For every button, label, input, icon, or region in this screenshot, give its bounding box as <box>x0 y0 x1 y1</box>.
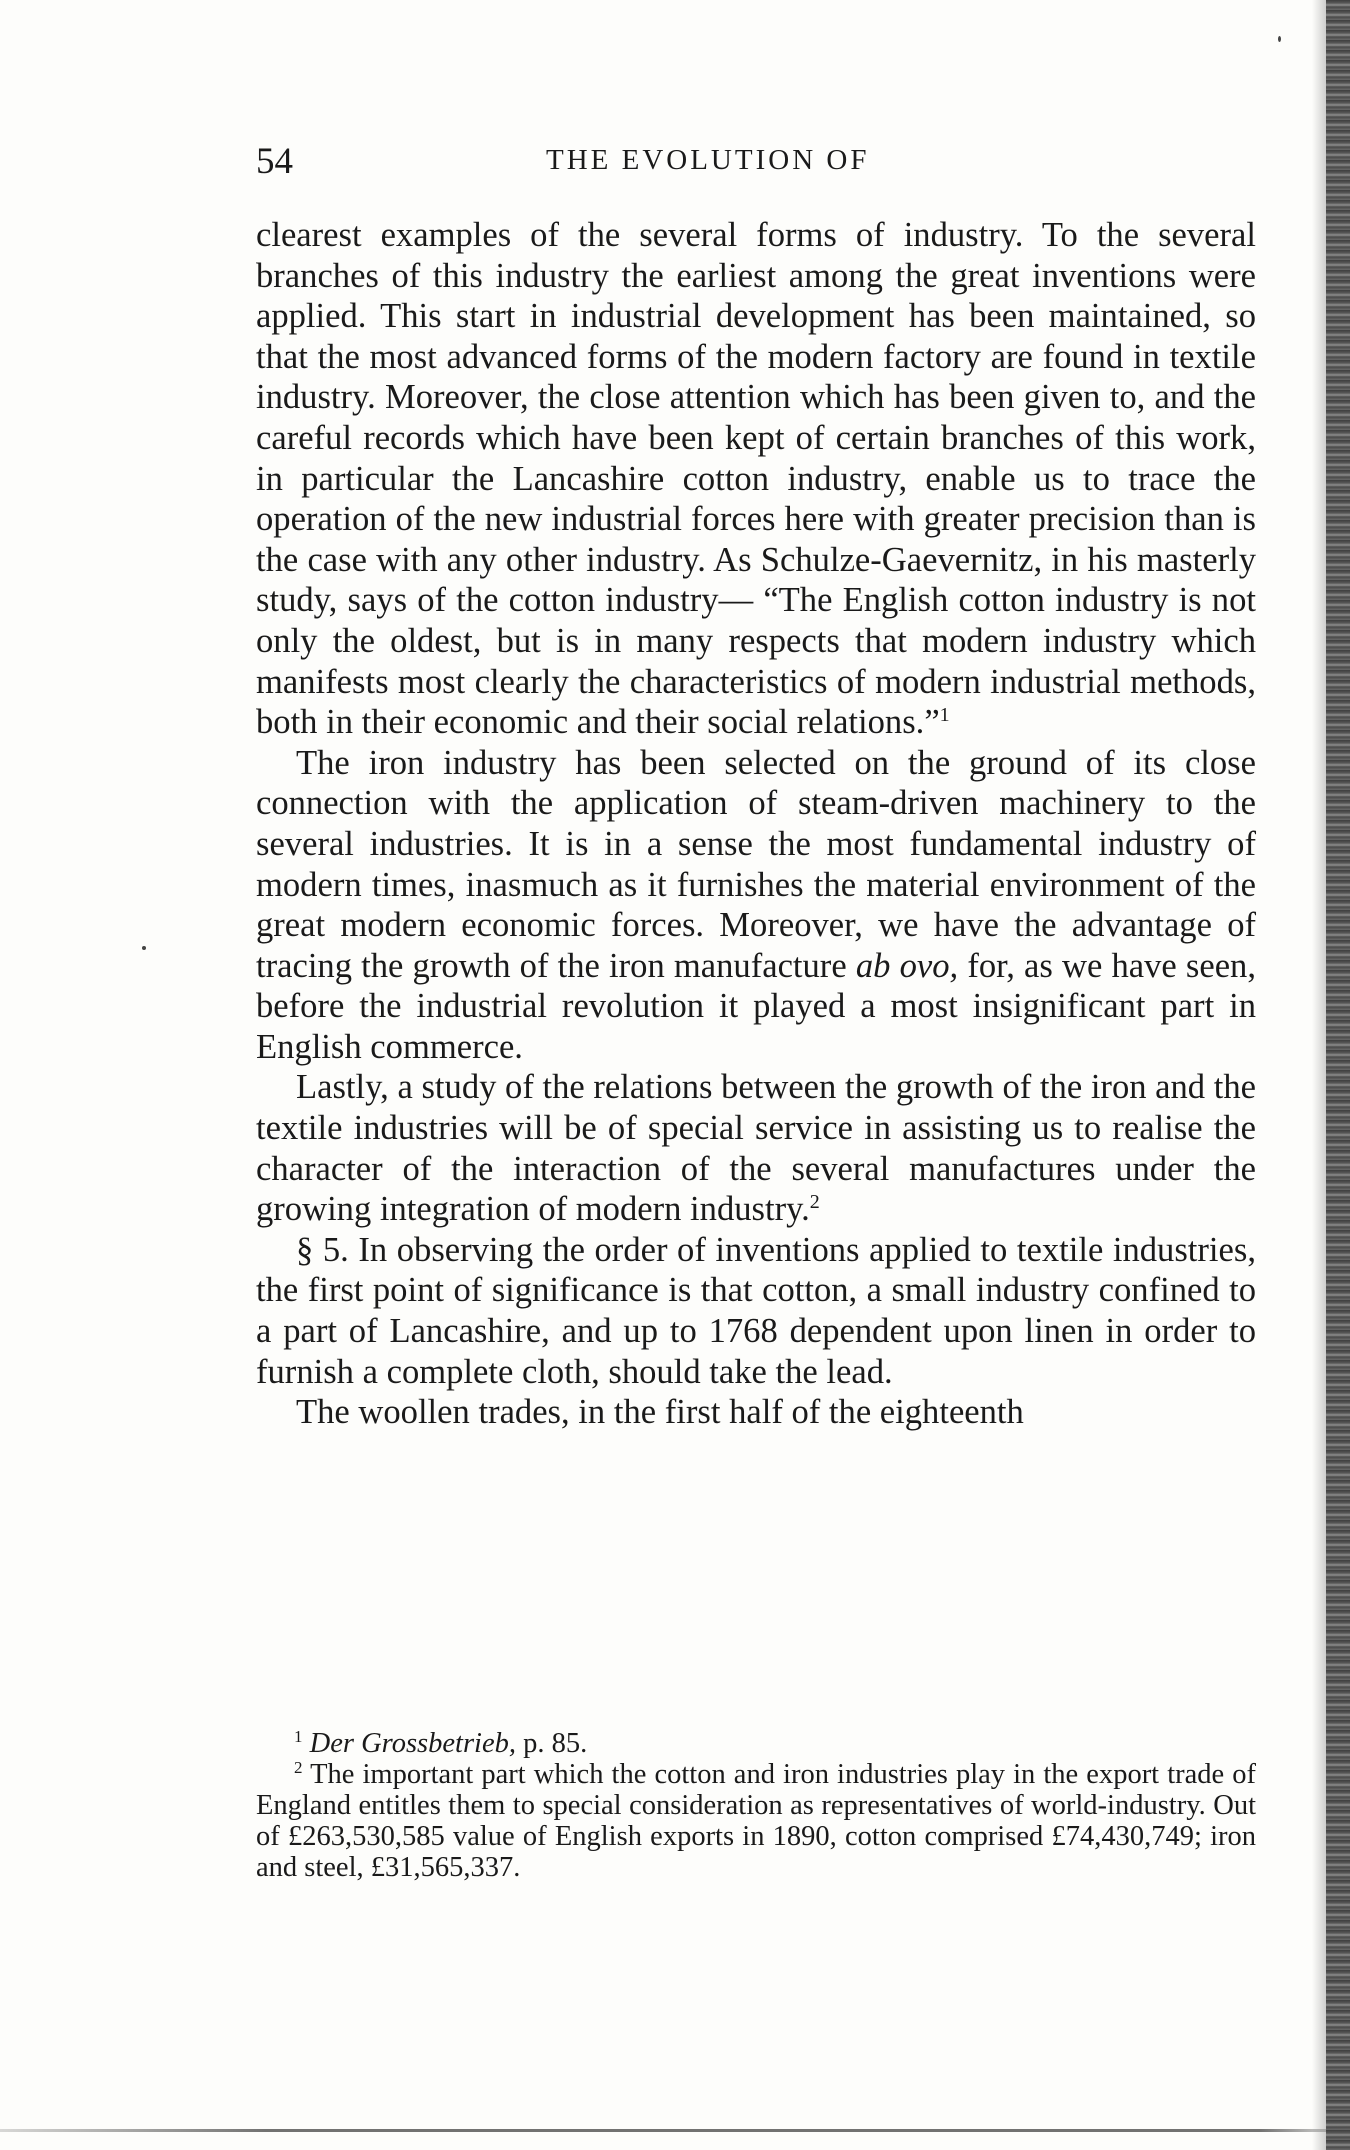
footnote-reference: 2 <box>809 1191 820 1214</box>
paragraph <box>256 215 1256 743</box>
footnote-marker: 2 <box>294 1758 303 1777</box>
footnote-text: p. 85. <box>523 1728 588 1759</box>
page-binding-edge <box>1326 0 1350 2150</box>
paragraph <box>256 1067 1256 1229</box>
cited-title: Der Grossbetrieb, <box>309 1728 516 1759</box>
paragraph <box>256 1392 1256 1433</box>
footnote-reference: 1 <box>939 704 950 727</box>
scan-speck <box>1278 36 1281 42</box>
footnotes <box>256 1728 1256 1883</box>
paragraph-text: for, as we have seen, before the industrial revolution it played a most insignificant part in English commerce. <box>256 946 1256 1066</box>
footnote-marker: 1 <box>294 1727 303 1746</box>
paragraph <box>256 743 1256 1068</box>
footnote-2 <box>256 1759 1256 1883</box>
footnote-1 <box>256 1728 1256 1759</box>
running-head <box>256 140 1256 190</box>
paragraph <box>256 1230 1256 1392</box>
running-title: THE EVOLUTION OF <box>546 144 870 176</box>
latin-phrase: ab ovo, <box>855 946 959 985</box>
paragraph-text: § 5. In observing the order of inventions applied to textile industries, the first point of significance is that cotton, a small industry confined to a part of Lancashire, and up to 1768 dependent upon linen in order to furnish a complete cloth, should take the lead. <box>256 1230 1256 1391</box>
page-binding-shadow <box>1312 0 1326 2150</box>
scan-bottom-edge <box>0 2129 1326 2132</box>
paragraph-text: Lastly, a study of the relations between the growth of the iron and the textile industries will be of special service in assisting us to realise the character of the interaction of the several manufactures under the growing integration of modern industry. <box>256 1068 1256 1229</box>
scan-speck <box>142 946 146 950</box>
paragraph-text: The woollen trades, in the first half of the eighteenth <box>296 1393 1024 1432</box>
body-text <box>256 215 1256 1433</box>
page-number: 54 <box>256 141 293 182</box>
footnote-text: The important part which the cotton and iron industries play in the export trade of England entitles them to special consideration as representatives of world-industry. Out of £263,530,585 value of English exports in 1890, cotton comprised £74,430,749; iron and steel, £31,565,337. <box>256 1759 1256 1883</box>
paragraph-text: clearest examples of the several forms of industry. To the several branches of this industry the earliest among the great inventions were applied. This start in industrial development has been maintained, so that the most advanced forms of the modern factory are found in textile industry. Moreover, the close attention which has been given to, and the careful records which have been kept of certain branches of this work, in particular the Lancashire cotton industry, enable us to trace the operation of the new industrial forces here with greater precision than is the case with any other industry. As Schulze-Gaevernitz, in his masterly study, says of the cotton industry— “The English cotton industry is not only the oldest, but is in many respects that modern industry which manifests most clearly the characteristics of modern industrial methods, both in their economic and their social relations.” <box>256 216 1256 742</box>
paragraph-text: The iron industry has been selected on the ground of its close connection with the application of steam-driven machinery to the several industries. It is in a sense the most fundamental industry of modern times, inasmuch as it furnishes the material environment of the great modern economic forces. Moreover, we have the advantage of tracing the growth of the iron manufacture <box>256 743 1256 985</box>
